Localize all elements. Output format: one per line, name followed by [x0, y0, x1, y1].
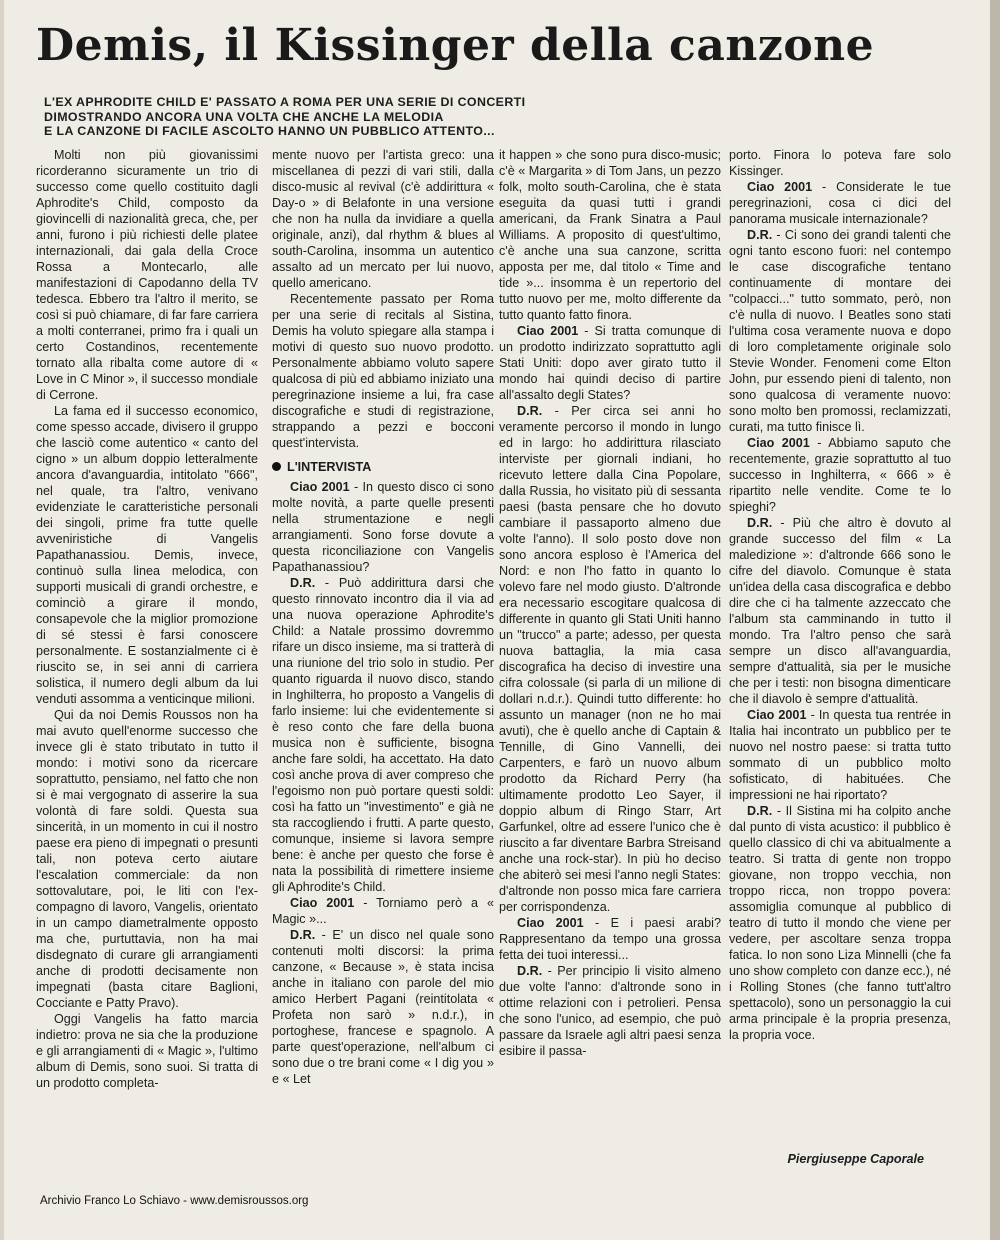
archive-credit: Archivio Franco Lo Schiavo - www.demisroussos.org: [40, 1195, 309, 1207]
interview-question: [272, 895, 494, 927]
answer-text: - Ci sono dei grandi talenti che ogni tanto escono fuori: nel contempo le case discografiche tentano continuamente di montare dei "colpacci..." tutto sommato, però, non c'è nulla di nuovo. I Beatles sono stati l'ultima cosa veramente nuova e dopo di loro completamente originale solo Stevie Wonder. Fenomeni come Elton John, pur essendo pieni di talento, non sono qualcosa di veramente nuovo: sono molto ben promossi, reclamizzati, curati, ma tutto finisce lì.: [729, 228, 951, 434]
paragraph: it happen » che sono pura disco-music; c'è « Margarita » di Tom Jans, un pezzo folk, molto south-Carolina, che è stata eseguita da quasi tutti i grandi americani, da Frank Sinatra a Paul Williams. A proposito di quest'ultimo, c'è anche una sua canzone, scritta apposta per me, dal titolo « Time and tide »... insomma è un repertorio del tutto nuovo per me, molto differente da tutto quanto fatto finora.: [499, 148, 721, 322]
speaker-label: Ciao 2001: [290, 896, 355, 910]
interview-question: [499, 915, 721, 963]
subtitle-line: L'EX APHRODITE CHILD E' PASSATO A ROMA PER UNA SERIE DI CONCERTI: [44, 95, 526, 109]
answer-text: - Per principio li visito almeno due volte l'anno: d'altronde sono in ottime relazioni con i petrolieri. Pensa che sono l'unico, ad esempio, che può passare da Israele agli altri paesi senza esibire il passa-: [499, 964, 721, 1058]
speaker-label: Ciao 2001: [747, 436, 810, 450]
answer-text: - Per circa sei anni ho veramente percorso il mondo in lungo ed in largo: ho addirittura rilasciato interviste per giornali indiani, ho ricevuto lettere dalla Cina Popolare, dalla Russia, ho visitato più di sessanta paesi (basta pensare che ho dovuto cambiare il passaporto almeno due volte l'anno). Il solo posto dove non sono ancora esploso è l'America del Nord: e non l'ho fatto in quanto lo volevo fare nel modo giusto. D'altronde era necessario escogitare qualcosa di differente in quanto gli Stati Uniti hanno un "trucco" a parte; adesso, per questa nuova battaglia, la mia casa discografica ha deciso di investire una cifra colossale (si parla di un milione di dollari n.d.r.). Quindi tutto differente: ho assunto un manager (non ne ho mai avuti), che è quello anche di Captain & Tennille, di Gino Vannelli, dei Carpenters, e farò un nuovo album prodotto da Richard Perry (ha ultimamente prodotto Leo Sayer, il doppio album di Ringo Starr, Art Garfunkel, oltre ad essere l'unico che è riuscito a far diventare Barbra Streisand anche una rock-star). In più ho deciso che abiterò sei mesi l'anno negli States: d'altronde non posso mica fare carriera per corrispondenza.: [499, 404, 721, 914]
author-signature: Piergiuseppe Caporale: [787, 1152, 924, 1166]
paragraph: La fama ed il successo economico, come spesso accade, divisero il gruppo che lasciò come autentico « canto del cigno » un album doppio letteralmente ancora d'avanguardia, intitolato "666", nel quale, tra l'altro, venivano evidenziate le caratteristiche personali dei singoli, prime fra tutte quelle avveniristiche di Vangelis Papathanassiou. Demis, invece, continuò sulla linea melodica, con supporti musicali di grandi orchestre, e cominciò a girare il mondo, consapevole che la miglior promozione di sé stessi è farsi conoscere personalmente. E sostanzialmente ci è riuscito se, in sei anni di carriera solistica, il numero degli album da lui venduti assomma a venticinque milioni.: [36, 404, 258, 706]
subtitle-line: DIMOSTRANDO ANCORA UNA VOLTA CHE ANCHE LA MELODIA: [44, 109, 444, 124]
speaker-label: Ciao 2001: [290, 480, 350, 494]
interview-question: [499, 323, 721, 403]
speaker-label: D.R.: [747, 228, 773, 242]
paper-edge-left: [0, 0, 4, 1240]
question-text: - Considerate le tue peregrinazioni, cosa ci dici del panorama musicale internazionale?: [729, 180, 952, 226]
speaker-label: D.R.: [290, 928, 316, 942]
speaker-label: D.R.: [517, 404, 543, 418]
answer-text: - E' un disco nel quale sono contenuti molti discorsi: la prima canzone, « Because », è stata incisa anche in italiano con parole del mio amico Herbert Pagani (reintitolata « Profeta non sarò » n.d.r.), in portoghese, francese e spagnolo. A parte quest'operazione, nell'album ci sono due o tre brani come « I dig you » e « Let: [272, 928, 494, 1086]
speaker-label: D.R.: [747, 516, 773, 530]
speaker-label: Ciao 2001: [747, 708, 807, 722]
bullet-icon: [272, 462, 281, 471]
interview-answer: [499, 963, 721, 1059]
interview-question: [729, 707, 951, 803]
question-text: - E i paesi arabi? Rappresentano da tempo una grossa fetta dei tuoi interessi...: [499, 916, 721, 962]
paragraph: Oggi Vangelis ha fatto marcia indietro: prova ne sia che la produzione e gli arrangiamenti di « Magic », l'ultimo album di Demis, sono suoi. Si tratta di un prodotto completa-: [36, 1012, 258, 1090]
article-subtitle: [44, 95, 744, 139]
article-column-4: [729, 147, 951, 1187]
paragraph: Recentemente passato per Roma per una serie di recitals al Sistina, Demis ha voluto spiegare alla stampa i motivi di questo suo nuovo prodotto. Personalmente abbiamo voluto sapere qualcosa di più ed abbiamo iniziato una peregrinazione insieme a lui, fra case discografiche e studi di registrazione, strappando a pezzi e bocconi quest'intervista.: [272, 292, 494, 450]
interview-question: [272, 479, 494, 575]
answer-text: - Il Sistina mi ha colpito anche dal punto di vista acustico: il pubblico è quello classico di chi va abitualmente a teatro. Si tratta di gente non troppo giovane, non troppo vecchia, non troppo ricca, non troppo povera: assomiglia comunque al pubblico di teatro di tutto il mondo che viene per vedere, per ascoltare senza troppa fatica. Io non sono Liza Minnelli (che fa uno show completo con danze ecc.), né i Rolling Stones (che fanno tutt'altro spettacolo), sono un personaggio la cui arma principale è la propria presenza, la propria voce.: [729, 804, 951, 1042]
paragraph: Qui da noi Demis Roussos non ha mai avuto quell'enorme successo che invece gli è stato tributato in tutto il mondo: i motivi sono da ricercare soprattutto, pensiamo, nel fatto che non si è mai vergognato di asserire la sua volontà di fare soldi. Questa sua sincerità, in un momento in cui il nostro paese era pieno di impegnati o presunti tali, non poteva certo aiutare l'escalation commerciale: da non sottovalutare, poi, le liti con l'ex-compagno di lavoro, Vangelis, orientato in un campo diametralmente opposto ma che, purtuttavia, non ha mai disdegnato di curare gli arrangiamenti anche di prodotti decisamente non impegnati (basta citare Baglioni, Cocciante e Patty Pravo).: [36, 708, 258, 1010]
article-column-3: [499, 147, 721, 1193]
article-title: Demis, il Kissinger della canzone: [36, 20, 875, 71]
interview-answer: [272, 575, 494, 895]
answer-text: - Più che altro è dovuto al grande successo del film « La maledizione »: d'altronde 666 sono le cifre del diavolo. Comunque è stata un'idea della casa discografica e debbo dire che ci ha talmente azzeccato che l'album sta camminando in tutto il mondo. Tra l'altro penso che sarà sempre un disco all'avanguardia, sempre d'attualità, sia per le musiche che per i testi: non bisogna dimenticare che il diavolo è sempre d'attualità.: [729, 516, 951, 706]
article-column-2: [272, 147, 494, 1193]
speaker-label: Ciao 2001: [517, 916, 584, 930]
speaker-label: Ciao 2001: [517, 324, 579, 338]
paragraph: porto. Finora lo poteva fare solo Kissinger.: [729, 148, 951, 178]
subtitle-line: E LA CANZONE DI FACILE ASCOLTO HANNO UN PUBBLICO ATTENTO...: [44, 124, 495, 138]
interview-answer: [499, 403, 721, 915]
paper-edge-right: [990, 0, 1000, 1240]
question-text: - In questa tua rentrée in Italia hai incontrato un pubblico per te nuovo nel nostro paese: si tratta tutto sommato di un pubblico molto sofisticato, di habituées. Che impressioni ne hai riportato?: [729, 708, 951, 802]
interview-question: [729, 179, 951, 227]
speaker-label: D.R.: [517, 964, 543, 978]
speaker-label: D.R.: [290, 576, 316, 590]
paragraph: mente nuovo per l'artista greco: una miscellanea di pezzi di vari stili, dalla disco-music al revival (c'è addirittura « Day-o » di Belafonte in una versione che non ha nulla da invidiare a quella originale, anzi), dal rhythm & blues al south-Carolina, insomma un autentico assalto ad un mercato per lui nuovo, quello americano.: [272, 148, 494, 290]
interview-answer: [729, 227, 951, 435]
speaker-label: Ciao 2001: [747, 180, 813, 194]
interview-answer: [729, 803, 951, 1043]
question-text: - Abbiamo saputo che recentemente, grazie soprattutto al tuo successo in Inghilterra, « 666 » è ripartito nelle vendite. Come te lo spieghi?: [729, 436, 951, 514]
paragraph: Molti non più giovanissimi ricorderanno sicuramente un trio di successo come quello costituito dagli Aphrodite's Child, composto da giovincelli di nazionalità greca, che, per anni, furono i più richiesti delle platee internazionali, dai gala della Croce Rossa a Montecarlo, alle manifestazioni di Capodanno della TV tedesca. Ebbero tra l'altro il merito, se così si può chiamare, di far fare carriera a molti conterranei, primo fra i quali un certo Costandinos, recentemente tornato alla ribalta come autore di « Love in C Minor », il successo mondiale di Cerrone.: [36, 148, 258, 402]
interview-question: [729, 435, 951, 515]
question-text: - Si tratta comunque di un prodotto indirizzato soprattutto agli Stati Uniti: dopo aver girato tutto il mondo hai quindi deciso di partire all'assalto degli States?: [499, 324, 721, 402]
interview-answer: [272, 927, 494, 1087]
question-text: - Torniamo però a « Magic »...: [272, 896, 494, 926]
interview-answer: [729, 515, 951, 707]
section-heading: [272, 459, 494, 475]
section-heading-text: L'INTERVISTA: [287, 460, 372, 474]
speaker-label: D.R.: [747, 804, 773, 818]
answer-text: - Può addirittura darsi che questo rinnovato incontro dia il via ad una nuova operazione Aphrodite's Child: a Natale prossimo dovremmo rifare un disco insieme, ma si tratterà di una riunione del trio solo in studio. Per quanto riguarda il nuovo disco, stando in Inghilterra, ho proposto a Vangelis di farlo insieme: lui che evidentemente si è reso conto che fare della buona musica non è sufficiente, bisogna anche fare soldi, ha accettato. Ha dato così anche prova di aver compreso che l'egoismo non può portare questi soldi: così ha fatto un "investimento" e già ne sta raccogliendo i frutti. A parte questo, comunque, insieme si lavora sempre bene: è anche per questo che forse è nata la possibilità di rimettere insieme gli Aphrodite's Child.: [272, 576, 494, 894]
question-text: - In questo disco ci sono molte novità, a parte quelle presenti nella strumentazione e negli arrangiamenti. Sono forse dovute a questa riconciliazione con Vangelis Papathanassiou?: [272, 480, 494, 574]
article-column-1: [36, 147, 258, 1193]
